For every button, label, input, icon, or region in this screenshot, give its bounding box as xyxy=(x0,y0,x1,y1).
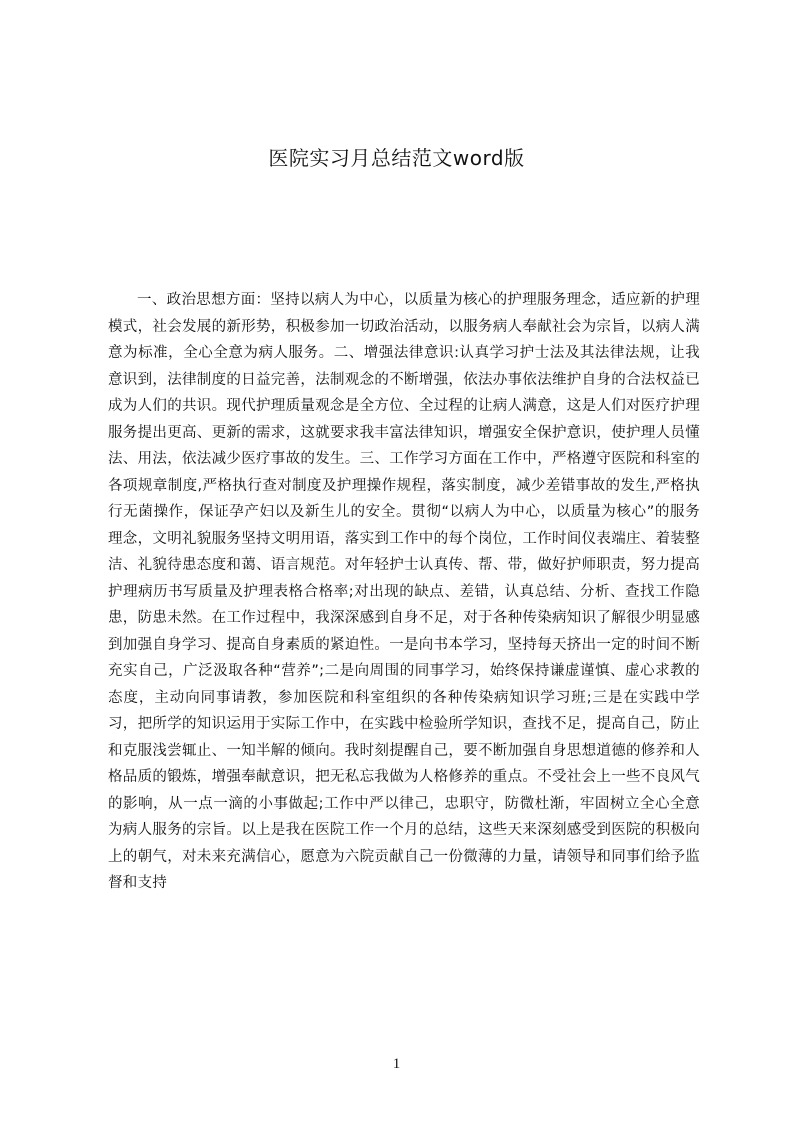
document-title: 医院实习月总结范文word版 xyxy=(268,146,525,170)
document-body-paragraph: 一、政治思想方面：坚持以病人为中心，以质量为核心的护理服务理念，适应新的护理模式，社会发展的新形势，积极参加一切政治活动，以服务病人奉献社会为宗旨，以病人满意为标准，全心全意为病人服务。二、增强法律意识:认真学习护士法及其法律法规，让我意识到，法律制度的日益完善，法制观念的不断增强，依法办事依法维护自身的合法权益已成为人们的共识。现代护理质量观念是全方位、全过程的让病人满意，这是人们对医疗护理服务提出更高、更新的需求，这就要求我丰富法律知识，增强安全保护意识，使护理人员懂法、用法，依法减少医疗事故的发生。三、工作学习方面在工作中，严格遵守医院和科室的各项规章制度,严格执行查对制度及护理操作规程，落实制度，减少差错事故的发生,严格执行无菌操作，保证孕产妇以及新生儿的安全。贯彻“以病人为中心，以质量为核心”的服务理念，文明礼貌服务坚持文明用语，落实到工作中的每个岗位，工作时间仪表端庄、着装整洁、礼貌待患态度和蔼、语言规范。对年轻护士认真传、帮、带，做好护师职责，努力提高护理病历书写质量及护理表格合格率;对出现的缺点、差错，认真总结、分析、查找工作隐患，防患未然。在工作过程中，我深深感到自身不足，对于各种传染病知识了解很少明显感到加强自身学习、提高自身素质的紧迫性。一是向书本学习，坚持每天挤出一定的时间不断充实自己，广泛汲取各种“营养”;二是向周围的同事学习，始终保持谦虚谨慎、虚心求教的态度，主动向同事请教，参加医院和科室组织的各种传染病知识学习班;三是在实践中学习，把所学的知识运用于实际工作中，在实践中检验所学知识，查找不足，提高自己，防止和克服浅尝辄止、一知半解的倾向。我时刻提醒自己，要不断加强自身思想道德的修养和人格品质的锻炼，增强奉献意识，把无私忘我做为人格修养的重点。不受社会上一些不良风气的影响，从一点一滴的小事做起;工作中严以律己，忠职守，防微杜渐，牢固树立全心全意为病人服务的宗旨。以上是我在医院工作一个月的总结，这些天来深刻感受到医院的积极向上的朝气，对未来充满信心，愿意为六院贡献自己一份微薄的力量，请领导和同事们给予监督和支持 xyxy=(108,292,700,891)
page-number: 1 xyxy=(392,1056,401,1072)
